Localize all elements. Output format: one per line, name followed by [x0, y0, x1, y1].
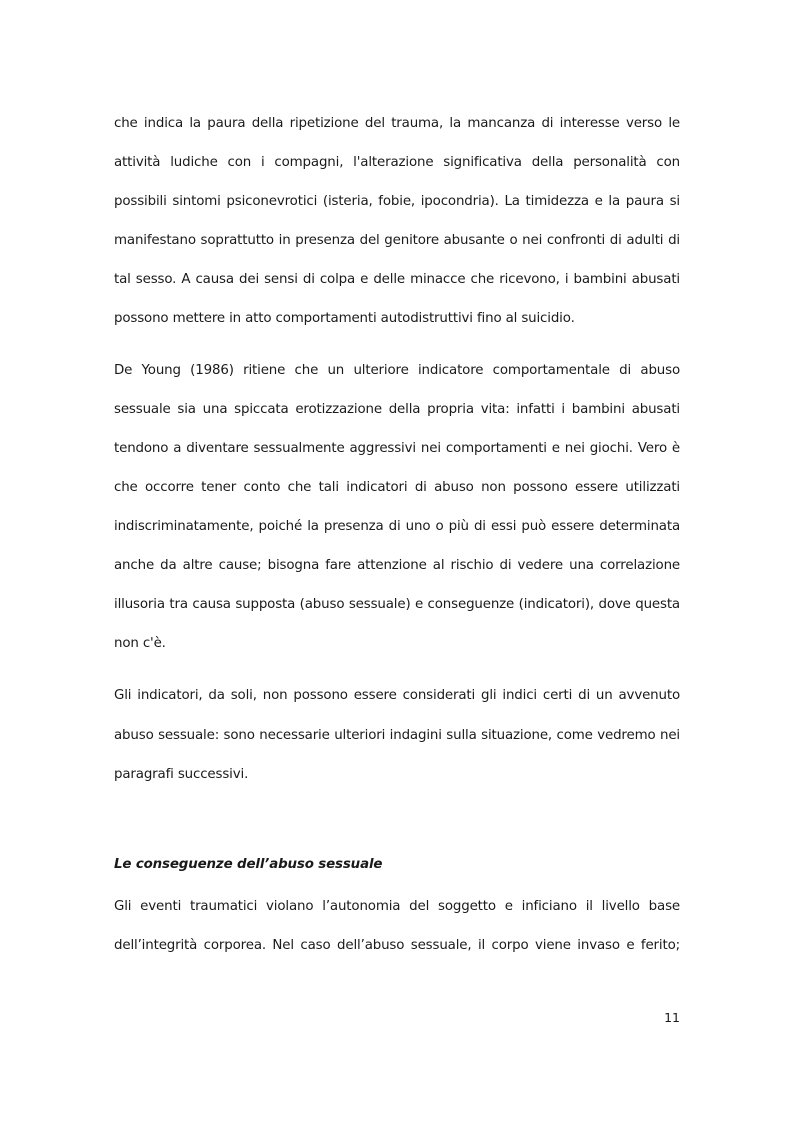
- text-line: che occorre tener conto che tali indicatori di abuso non possono essere utilizzati: [114, 480, 680, 495]
- text-line: anche da altre cause; bisogna fare attenzione al rischio di vedere una correlazione: [114, 558, 680, 573]
- text-line: possono mettere in atto comportamenti autodistruttivi fino al suicidio.: [114, 311, 575, 326]
- text-line: Gli eventi traumatici violano l’autonomia del soggetto e inficiano il livello base: [114, 899, 680, 914]
- text-line: non c'è.: [114, 636, 166, 651]
- text-line: manifestano soprattutto in presenza del genitore abusante o nei confronti di adulti di: [114, 233, 680, 248]
- text-line: che indica la paura della ripetizione del trauma, la mancanza di interesse verso le: [114, 116, 680, 131]
- document-page: [114, 0, 680, 1123]
- text-line: attività ludiche con i compagni, l'alterazione significativa della personalità con: [114, 155, 680, 170]
- text-line: tendono a diventare sessualmente aggressivi nei comportamenti e nei giochi. Vero è: [114, 441, 680, 456]
- page-number: 11: [664, 1010, 680, 1025]
- text-line: sessuale sia una spiccata erotizzazione della propria vita: infatti i bambini abusati: [114, 402, 680, 417]
- text-line: indiscriminatamente, poiché la presenza di uno o più di essi può essere determinata: [114, 519, 680, 534]
- text-line: tal sesso. A causa dei sensi di colpa e delle minacce che ricevono, i bambini abusati: [114, 272, 680, 287]
- text-line: dell’integrità corporea. Nel caso dell’abuso sessuale, il corpo viene invaso e ferito;: [114, 938, 680, 953]
- text-line: abuso sessuale: sono necessarie ulteriori indagini sulla situazione, come vedremo nei: [114, 728, 680, 743]
- text-line: illusoria tra causa supposta (abuso sessuale) e conseguenze (indicatori), dove questa: [114, 597, 680, 612]
- text-line: Gli indicatori, da soli, non possono essere considerati gli indici certi di un avvenuto: [114, 688, 680, 703]
- section-heading: Le conseguenze dell’abuso sessuale: [114, 857, 383, 872]
- text-line: possibili sintomi psiconevrotici (isteria, fobie, ipocondria). La timidezza e la paura si: [114, 194, 680, 209]
- text-line: De Young (1986) ritiene che un ulteriore indicatore comportamentale di abuso: [114, 363, 680, 378]
- text-line: paragrafi successivi.: [114, 767, 249, 782]
